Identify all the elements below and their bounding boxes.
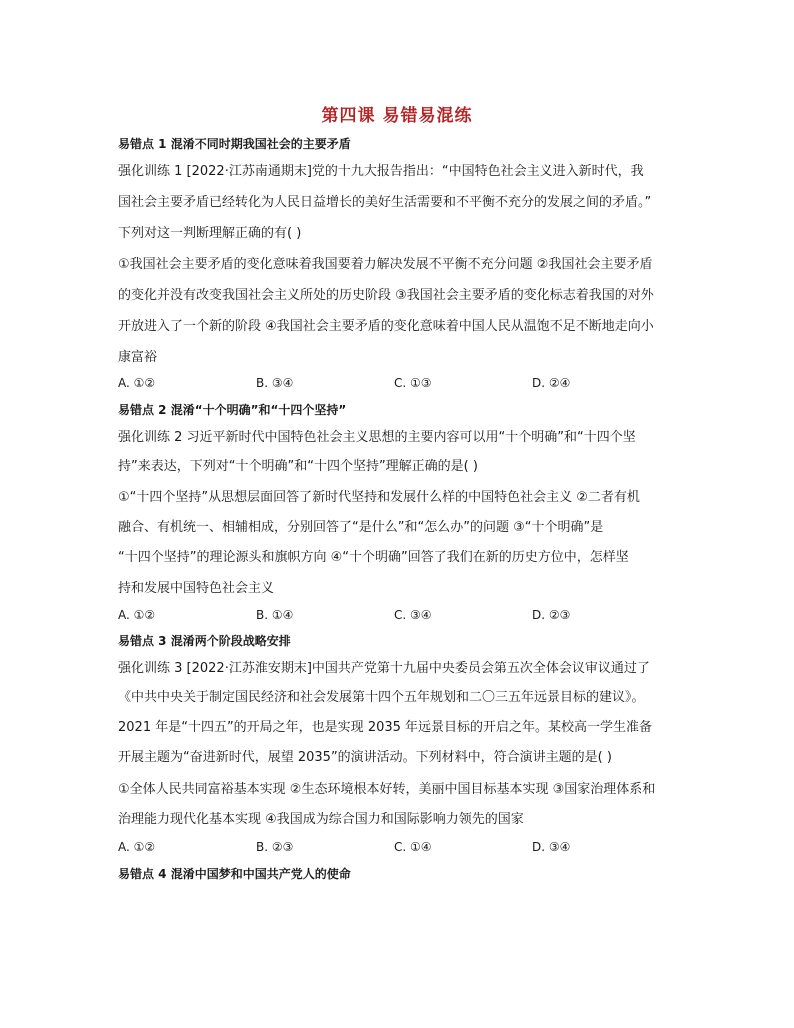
section-1-line-3: 下列对这一判断理解正确的有( ) (118, 226, 302, 241)
section-2-heading: 易错点 2 混淆“十个明确”和“十四个坚持” (118, 403, 347, 417)
section-1-line-4: ①我国社会主要矛盾的变化意味着我国要着力解决发展不平衡不充分问题 ②我国社会主要矛盾 (118, 257, 653, 272)
section-4-heading: 易错点 4 混淆中国梦和中国共产党人的使命 (118, 867, 351, 881)
section-1-option-d: D. ②④ (532, 376, 571, 390)
page-title: 第四课 易错易混练 (321, 106, 473, 126)
section-1-option-c: C. ①③ (394, 376, 432, 390)
section-3-line-2: 《中共中央关于制定国民经济和社会发展第十四个五年规划和二〇三五年远景目标的建议》。 (118, 690, 645, 705)
section-1-line-5: 的变化并没有改变我国社会主义所处的历史阶段 ③我国社会主要矛盾的变化标志着我国的对外 (118, 288, 654, 303)
section-2-line-4: 融合、有机统一、相辅相成，分别回答了“是什么”和“怎么办”的问题 ③“十个明确”是 (118, 520, 604, 535)
section-1-option-b: B. ③④ (256, 376, 294, 390)
section-1-heading: 易错点 1 混淆不同时期我国社会的主要矛盾 (118, 137, 351, 151)
section-3-option-a: A. ①② (118, 840, 156, 854)
section-3-line-6: 治理能力现代化基本实现 ④我国成为综合国力和国际影响力领先的国家 (118, 812, 524, 827)
section-2-option-b: B. ①④ (256, 608, 294, 622)
section-1-option-a: A. ①② (118, 376, 156, 390)
section-3-line-3: 2021 年是“十四五”的开局之年，也是实现 2035 年远景目标的开启之年。某校高一学生准备 (118, 720, 653, 735)
section-1-line-2: 国社会主要矛盾已经转化为人民日益增长的美好生活需要和不平衡不充分的发展之间的矛盾。” (118, 195, 652, 210)
section-2-line-2: 持”来表达，下列对“十个明确”和“十四个坚持”理解正确的是( ) (118, 459, 478, 474)
section-3-heading: 易错点 3 混淆两个阶段战略安排 (118, 634, 291, 648)
section-3-option-b: B. ②③ (256, 840, 294, 854)
section-3-line-4: 开展主题为“奋进新时代，展望 2035”的演讲活动。下列材料中，符合演讲主题的是( ) (118, 750, 612, 765)
section-1-line-6: 开放进入了一个新的阶段 ④我国社会主要矛盾的变化意味着中国人民从温饱不足不断地走向小 (118, 319, 654, 334)
section-2-line-5: “十四个坚持”的理论源头和旗帜方向 ④“十个明确”回答了我们在新的历史方位中，怎样坚 (118, 550, 629, 565)
section-3-line-5: ①全体人民共同富裕基本实现 ②生态环境根本好转，美丽中国目标基本实现 ③国家治理体系和 (118, 782, 656, 797)
section-2-line-1: 强化训练 2 习近平新时代中国特色社会主义思想的主要内容可以用“十个明确”和“十四个坚 (118, 430, 636, 445)
section-2-line-6: 持和发展中国特色社会主义 (118, 581, 275, 596)
section-2-line-3: ①“十四个坚持”从思想层面回答了新时代坚持和发展什么样的中国特色社会主义 ②二者有机 (118, 490, 640, 505)
section-1-line-7: 康富裕 (118, 350, 158, 365)
section-2-option-a: A. ①② (118, 608, 156, 622)
section-1-line-1: 强化训练 1 [2022·江苏南通期末]党的十九大报告指出：“中国特色社会主义进入新时代，我 (118, 164, 644, 179)
section-3-line-1: 强化训练 3 [2022·江苏淮安期末]中国共产党第十九届中央委员会第五次全体会议审议通过了 (118, 661, 650, 676)
section-3-option-c: C. ①④ (394, 840, 432, 854)
section-2-option-d: D. ②③ (532, 608, 571, 622)
section-2-option-c: C. ③④ (394, 608, 432, 622)
section-3-option-d: D. ③④ (532, 840, 571, 854)
